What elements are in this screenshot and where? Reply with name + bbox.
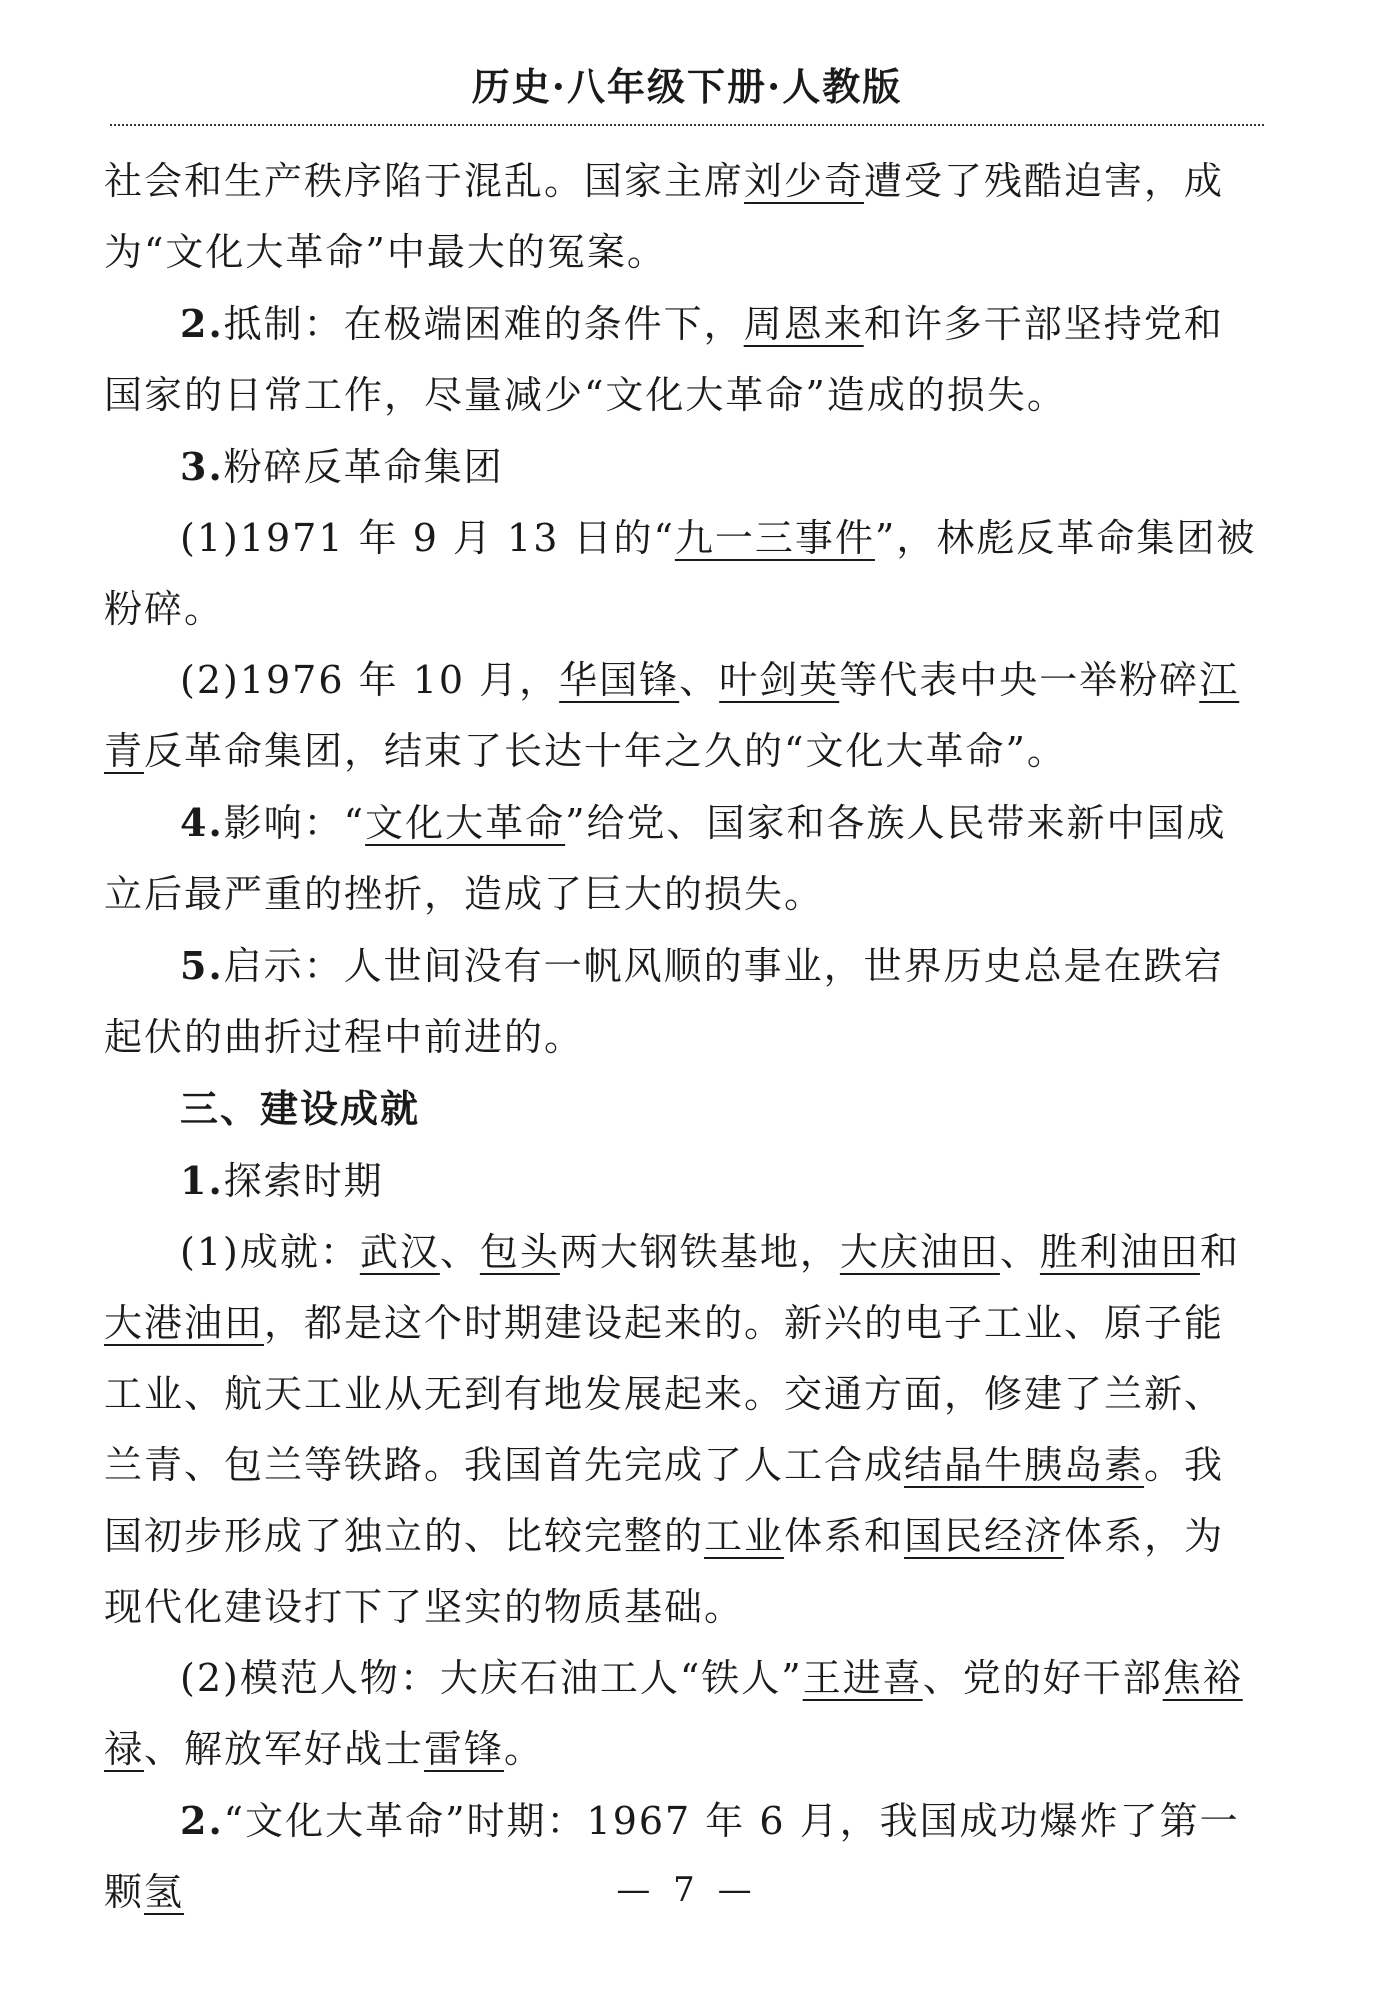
text-run: ，都是这个时期建设起来的。新兴的电子工业、原子能工业、航天工业从无到有地发展起来。交通方面，修建了兰新、兰青、包兰等铁路。我国首先完成了人工合成 [104,1301,1225,1487]
text-run: 、 [439,1230,480,1274]
paragraph [104,1217,1262,1643]
paragraph [104,1145,1262,1217]
underlined-keyword: 江青 [104,658,1240,773]
text-run: 和许多干部坚持党和国家的日常工作，尽量减少“文化大革命”造成的损失。 [104,302,1224,417]
paragraph [104,930,1262,1073]
underlined-keyword: 氢 [144,1870,185,1914]
underlined-keyword: 华国锋 [559,658,680,702]
text-run: 体系，为现代化建设打下了坚实的物质基础。 [104,1514,1225,1629]
text-run: “文化大革命”时期：1967 年 6 月，我国成功爆炸了第一颗 [104,1799,1240,1914]
bold-label: 2. [180,301,224,346]
text-run: (1)成就： [180,1230,360,1274]
underlined-keyword: 周恩来 [743,302,864,346]
text-run: 两大钢铁基地， [559,1230,840,1274]
underlined-keyword: 王进喜 [802,1656,923,1700]
underlined-keyword: 包头 [479,1230,560,1274]
bold-label: 1. [180,1158,224,1203]
underlined-keyword: 叶剑英 [719,658,840,702]
underlined-keyword: 武汉 [359,1230,440,1274]
text-run: 和 [1199,1230,1240,1274]
text-run: 反革命集团，结束了长达十年之久的“文化大革命”。 [144,729,1067,773]
paragraph [104,645,1262,787]
text-run: 。 [504,1727,545,1771]
text-run: (1)1971 年 9 月 13 日的“ [180,516,675,560]
text-run: 体系和 [784,1514,905,1558]
paragraph [104,431,1262,503]
underlined-keyword: 刘少奇 [744,159,865,203]
underlined-keyword: 大港油田 [104,1301,265,1345]
paragraph [104,1643,1262,1785]
text-run: 、解放军好战士 [144,1727,425,1771]
text-run: 抵制：在极端困难的条件下， [223,302,744,346]
text-run: 等代表中央一举粉碎 [839,658,1200,702]
underlined-keyword: 工业 [704,1514,785,1558]
text-run: 启示：人世间没有一帆风顺的事业，世界历史总是在跌宕起伏的曲折过程中前进的。 [104,944,1224,1059]
bold-label: 3. [180,444,224,489]
bold-label: 5. [180,943,224,988]
paragraph [104,787,1262,930]
text-run: 社会和生产秩序陷于混乱。国家主席 [104,159,745,203]
text-run: ”给党、国家和各族人民带来新中国成立后最严重的挫折，造成了巨大的损失。 [104,801,1227,916]
underlined-keyword: 胜利油田 [1039,1230,1200,1274]
underlined-keyword: 文化大革命 [365,801,566,845]
bold-label: 4. [180,800,224,845]
page-number: — 7 — [616,1870,758,1910]
underlined-keyword: 雷锋 [424,1727,505,1771]
paragraph [104,1073,1262,1145]
paragraph [104,503,1262,645]
text-run: 、 [999,1230,1040,1274]
bold-label: 2. [180,1798,224,1843]
page-header-title: 历史·八年级下册·人教版 [471,64,903,109]
bold-label: 三、建设成就 [180,1086,421,1131]
text-run: 。我国初步形成了独立的、比较完整的 [104,1443,1225,1558]
underlined-keyword: 焦裕禄 [104,1656,1243,1771]
text-run: 、 [679,658,720,702]
underlined-keyword: 结晶牛胰岛素 [904,1443,1145,1487]
text-run: (2)1976 年 10 月， [180,658,560,702]
underlined-keyword: 九一三事件 [674,516,875,560]
text-run: 遭受了残酷迫害，成为“文化大革命”中最大的冤案。 [104,159,1225,274]
text-run: ”，林彪反革命集团被粉碎。 [104,516,1257,631]
text-run: 探索时期 [223,1159,384,1203]
underlined-keyword: 大庆油田 [839,1230,1000,1274]
paragraph [104,288,1262,431]
text-run: 、党的好干部 [922,1656,1163,1700]
text-run: 影响：“ [223,801,366,845]
text-run: (2)模范人物：大庆石油工人“铁人” [180,1656,803,1700]
document-body [104,146,1262,1928]
paragraph [104,146,1262,288]
header-dotted-rule [110,124,1264,126]
text-run: 粉碎反革命集团 [223,445,504,489]
underlined-keyword: 国民经济 [904,1514,1065,1558]
